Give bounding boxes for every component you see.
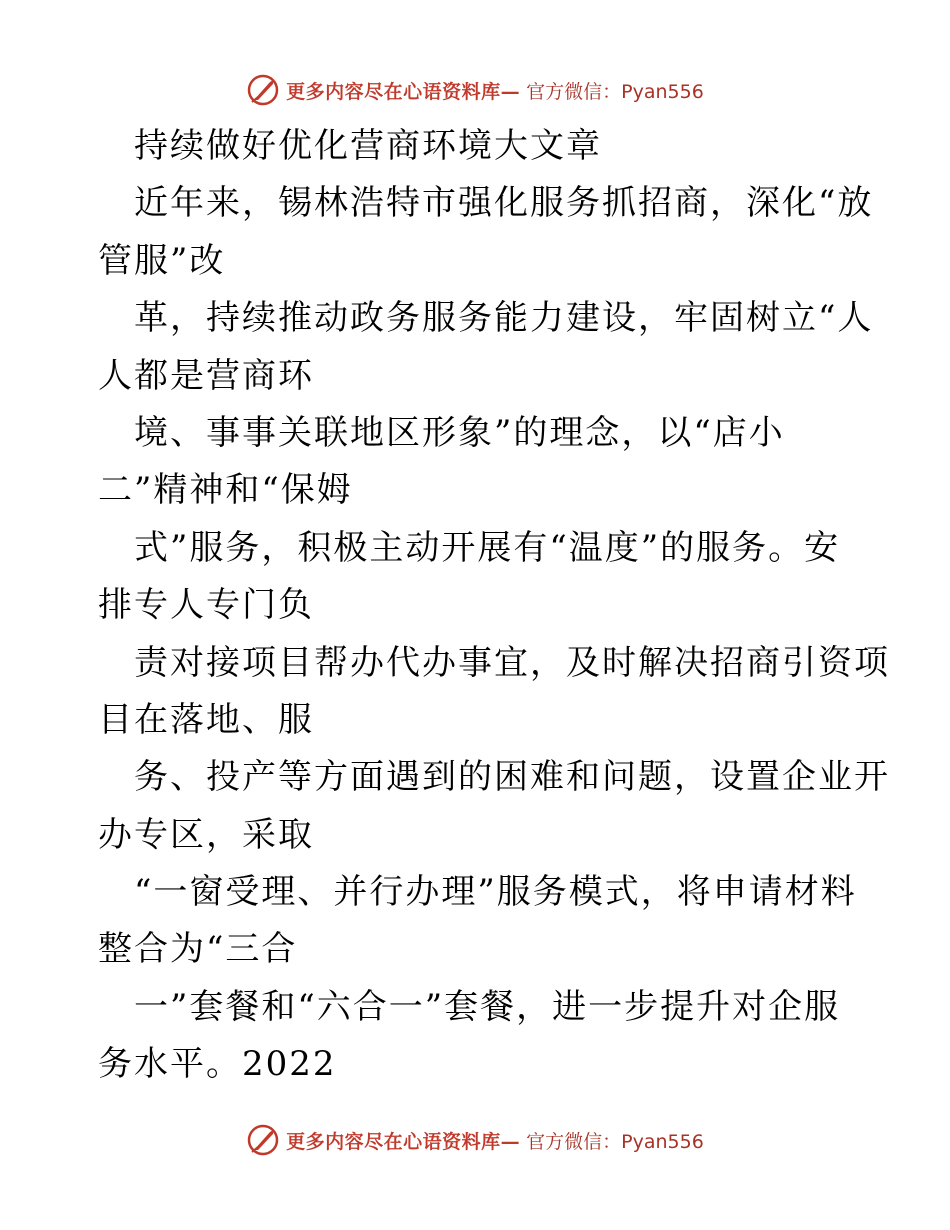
text-line: 务水平。2022 — [98, 1044, 337, 1085]
text-line: 一”套餐和“六合一”套餐，进一步提升对企服 — [134, 986, 841, 1027]
feather-pen-logo-icon — [246, 73, 280, 107]
feather-pen-logo-icon — [246, 1123, 280, 1157]
text-line: 近年来，锡林浩特市强化服务抓招商，深化“放 — [134, 183, 874, 224]
text-line: 境、事事关联地区形象”的理念，以“店小 — [134, 412, 785, 453]
text-line: “一窗受理、并行办理”服务模式，将申请材料 — [134, 872, 857, 913]
header-watermark — [0, 70, 950, 110]
text-line: 管服”改 — [98, 240, 226, 281]
watermark-text: 更多内容尽在心语资料库— — [286, 1130, 521, 1153]
watermark-text: 更多内容尽在心语资料库— — [286, 80, 521, 103]
footer-watermark — [0, 1120, 950, 1160]
text-line: 排专人专门负 — [98, 585, 314, 626]
text-line: 人都是营商环 — [98, 355, 314, 396]
document-body — [98, 118, 890, 1094]
text-line: 务、投产等方面遇到的困难和问题，设置企业开 — [134, 757, 890, 798]
text-line: 式”服务，积极主动开展有“温度”的服务。安 — [134, 527, 841, 568]
watermark-wechat: 官方微信：Pyan556 — [526, 80, 704, 103]
text-line: 办专区，采取 — [98, 814, 314, 855]
text-line: 二”精神和“保姆 — [98, 470, 353, 511]
text-line: 整合为“三合 — [98, 929, 298, 970]
text-line: 目在落地、服 — [98, 699, 314, 740]
text-line: 责对接项目帮办代办事宜，及时解决招商引资项 — [134, 642, 890, 683]
text-line: 持续做好优化营商环境大文章 — [134, 126, 602, 166]
text-line: 革，持续推动政务服务能力建设，牢固树立“人 — [134, 298, 874, 339]
watermark-wechat: 官方微信：Pyan556 — [526, 1130, 704, 1153]
